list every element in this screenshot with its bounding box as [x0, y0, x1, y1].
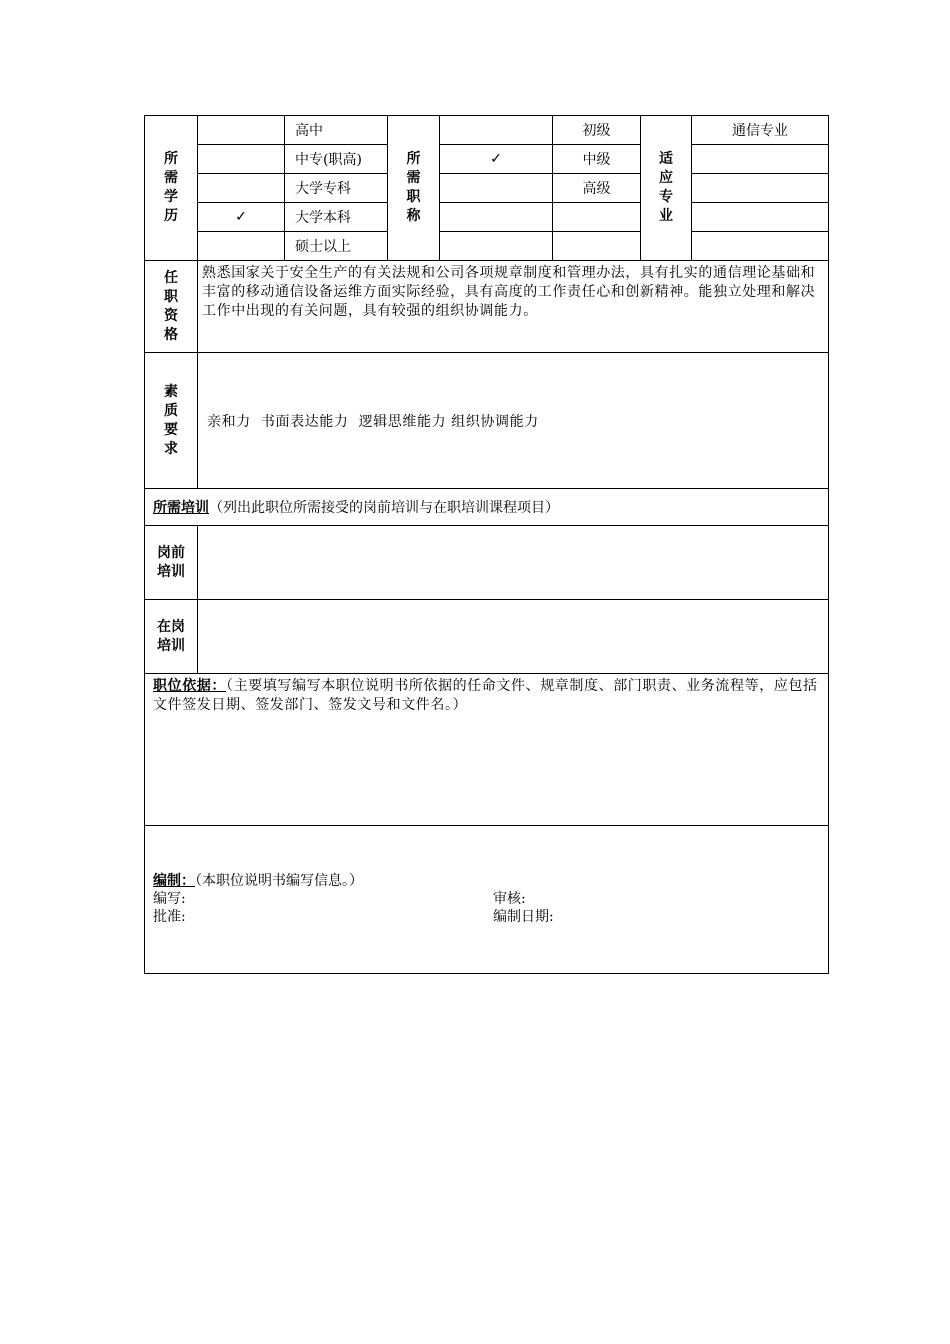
prepared-section — [145, 826, 829, 974]
basis-note: （主要填写编写本职位说明书所依据的任命文件、规章制度、部门职责、业务流程等，应包括文件签发日期、签发部门、签发文号和文件名。） — [153, 678, 818, 713]
major-label — [641, 116, 692, 261]
basis-section[interactable] — [145, 674, 829, 826]
prepared-note: （本职位说明书编写信息。） — [195, 873, 363, 889]
title-check-4[interactable] — [440, 232, 553, 261]
title-option-2: 高级 — [553, 174, 641, 203]
education-check-2[interactable] — [198, 174, 285, 203]
title-check-2[interactable] — [440, 174, 553, 203]
training-note: （列出此职位所需接受的岗前培训与在职培训课程项目） — [209, 500, 559, 516]
basis-title: 职位依据： — [153, 678, 226, 694]
education-check-3[interactable]: ✓ — [198, 203, 285, 232]
prepared-title: 编制： — [153, 873, 195, 889]
qualification-text[interactable]: 熟悉国家关于安全生产的有关法规和公司各项规章制度和管理办法，具有扎实的通信理论基础和丰富的移动通信设备运维方面实际经验，具有高度的工作责任心和创新精神。能独立处理和解决工作中出现的有关问题，具有较强的组织协调能力。 — [198, 261, 829, 353]
education-option-0: 高中 — [285, 116, 388, 145]
major-option-3[interactable] — [692, 203, 829, 232]
pre-training-label — [145, 526, 198, 600]
writer-field[interactable]: 编写: — [153, 891, 186, 907]
title-check-3[interactable] — [440, 203, 553, 232]
title-check-1[interactable]: ✓ — [440, 145, 553, 174]
major-option-2[interactable] — [692, 174, 829, 203]
prepared-fields — [153, 890, 824, 926]
education-check-4[interactable] — [198, 232, 285, 261]
education-label — [145, 116, 198, 261]
major-option-4[interactable] — [692, 232, 829, 261]
quality-label — [145, 353, 198, 489]
approver-field[interactable]: 批准: — [153, 909, 186, 925]
training-header — [145, 489, 829, 526]
title-option-3 — [553, 203, 641, 232]
major-label-text: 适应专业 — [659, 151, 673, 224]
title-option-1: 中级 — [553, 145, 641, 174]
quality-text[interactable]: 亲和力 书面表达能力 逻辑思维能力 组织协调能力 — [198, 353, 829, 489]
title-option-0: 初级 — [553, 116, 641, 145]
education-option-2: 大学专科 — [285, 174, 388, 203]
title-check-0[interactable] — [440, 116, 553, 145]
education-option-3: 大学本科 — [285, 203, 388, 232]
reviewer-field[interactable]: 审核: — [493, 891, 526, 907]
training-title: 所需培训 — [153, 500, 209, 516]
title-label-text: 所需职称 — [406, 151, 421, 224]
pre-training-field[interactable] — [198, 526, 829, 600]
education-option-4: 硕士以上 — [285, 232, 388, 261]
onjob-training-label — [145, 600, 198, 674]
pre-training-label-text: 岗前培训 — [157, 544, 185, 580]
title-label — [388, 116, 440, 261]
onjob-training-label-text: 在岗培训 — [157, 618, 185, 654]
education-label-text: 所需学历 — [164, 151, 178, 224]
qualification-label — [145, 261, 198, 353]
education-option-1: 中专(职高) — [285, 145, 388, 174]
date-field[interactable]: 编制日期: — [493, 909, 554, 925]
major-option-0[interactable]: 通信专业 — [692, 116, 829, 145]
onjob-training-field[interactable] — [198, 600, 829, 674]
quality-label-text: 素质要求 — [164, 383, 178, 457]
education-check-0[interactable] — [198, 116, 285, 145]
title-option-4 — [553, 232, 641, 261]
education-check-1[interactable] — [198, 145, 285, 174]
major-option-1[interactable] — [692, 145, 829, 174]
prepared-header — [153, 872, 824, 890]
qualification-label-text: 任职资格 — [164, 269, 178, 343]
job-description-form — [144, 115, 829, 974]
